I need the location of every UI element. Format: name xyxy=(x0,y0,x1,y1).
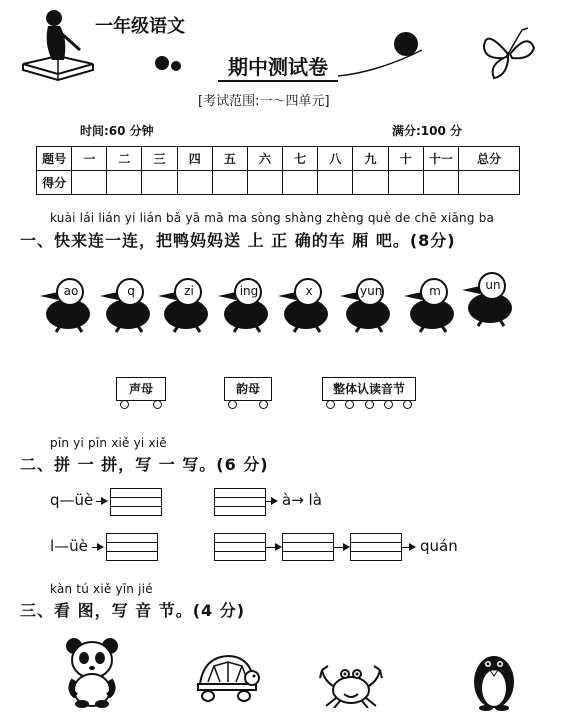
cart-label: 声母 xyxy=(116,377,166,401)
cart-label: 整体认读音节 xyxy=(322,377,416,401)
duck-icon xyxy=(34,274,94,334)
cart-vowel[interactable] xyxy=(224,377,272,409)
table-header-cell: 总分 xyxy=(459,147,520,171)
butterfly-icon xyxy=(478,24,538,84)
score-cell[interactable] xyxy=(388,171,423,195)
duck-label: yun xyxy=(360,284,383,298)
pinyin-writing-box[interactable] xyxy=(350,533,402,561)
q3-title: 三、看 图，写 音 节。(4 分) xyxy=(20,601,246,620)
duck-zi[interactable] xyxy=(152,274,212,334)
q2-row2-left: l—üè xyxy=(50,537,88,555)
table-header-cell: 十 xyxy=(388,147,423,171)
score-cell[interactable] xyxy=(177,171,212,195)
score-label-cell: 得分 xyxy=(37,171,72,195)
wheel-icon xyxy=(345,400,354,409)
wheel-icon xyxy=(259,400,268,409)
line-connector xyxy=(334,547,348,548)
q1-pinyin: kuài lái lián yi lián bǎ yā mā ma sòng shàng zhèng què de chē xiāng ba xyxy=(50,211,495,225)
table-header-cell: 九 xyxy=(353,147,388,171)
wheel-icon xyxy=(403,400,412,409)
wheel-icon xyxy=(228,400,237,409)
duck-icon xyxy=(212,274,272,334)
wheel-icon xyxy=(120,400,129,409)
exam-time: 时间:60 分钟 xyxy=(80,124,154,138)
score-cell[interactable] xyxy=(353,171,388,195)
pinyin-writing-box[interactable] xyxy=(214,488,266,516)
q2-title: 二、拼 一 拼，写 一 写。(6 分) xyxy=(20,455,269,474)
duck-x[interactable] xyxy=(272,274,332,334)
decorative-dots-icon xyxy=(150,50,190,76)
pinyin-writing-box[interactable] xyxy=(106,533,158,561)
table-header-cell: 二 xyxy=(107,147,142,171)
table-row xyxy=(37,171,520,195)
decorative-ball-icon xyxy=(338,28,428,80)
pinyin-writing-box[interactable] xyxy=(214,533,266,561)
wheel-icon xyxy=(153,400,162,409)
cart-label: 韵母 xyxy=(224,377,272,401)
duck-icon xyxy=(272,274,332,334)
table-header-cell: 六 xyxy=(247,147,282,171)
score-cell[interactable] xyxy=(212,171,247,195)
score-cell[interactable] xyxy=(107,171,142,195)
arrow-icon xyxy=(402,547,414,548)
duck-ao[interactable] xyxy=(34,274,94,334)
score-cell[interactable] xyxy=(459,171,520,195)
duck-label: ao xyxy=(63,284,79,298)
q2-row1-right: à→ là xyxy=(282,491,322,509)
duck-yun[interactable] xyxy=(334,274,394,334)
panda-icon xyxy=(64,636,120,708)
pinyin-writing-box[interactable] xyxy=(282,533,334,561)
wheel-icon xyxy=(384,400,393,409)
score-cell[interactable] xyxy=(247,171,282,195)
table-header-cell: 十一 xyxy=(423,147,458,171)
duck-icon xyxy=(152,274,212,334)
penguin-icon xyxy=(470,648,518,712)
arrow-icon xyxy=(96,501,106,502)
q2-pinyin: pīn yi pīn xiě yi xiě xyxy=(50,436,167,450)
crab-icon xyxy=(318,660,384,708)
score-cell[interactable] xyxy=(72,171,107,195)
q2-row1-left: q—üè xyxy=(50,491,94,509)
cart-consonant[interactable] xyxy=(116,377,166,409)
table-header-cell: 一 xyxy=(72,147,107,171)
grade-subject: 一年级语文 xyxy=(95,16,185,37)
table-row xyxy=(37,147,520,171)
writing-girl-icon xyxy=(18,4,98,82)
table-header-cell: 四 xyxy=(177,147,212,171)
wheel-icon xyxy=(365,400,374,409)
score-cell[interactable] xyxy=(423,171,458,195)
full-score: 满分:100 分 xyxy=(392,124,463,138)
duck-label: ing xyxy=(239,284,259,298)
table-header-cell: 题号 xyxy=(37,147,72,171)
table-header-cell: 三 xyxy=(142,147,177,171)
arrow-icon xyxy=(92,547,102,548)
table-header-cell: 八 xyxy=(318,147,353,171)
duck-label: q xyxy=(127,284,135,298)
score-cell[interactable] xyxy=(283,171,318,195)
duck-icon xyxy=(456,268,516,328)
duck-label: zi xyxy=(184,284,194,298)
duck-label: un xyxy=(485,278,501,292)
exam-scope: [考试范围:一～四单元] xyxy=(198,94,330,109)
table-header-cell: 五 xyxy=(212,147,247,171)
arrow-icon xyxy=(266,501,276,502)
q3-pinyin: kàn tú xiě yīn jié xyxy=(50,582,153,596)
table-header-cell: 七 xyxy=(283,147,318,171)
duck-ing[interactable] xyxy=(212,274,272,334)
duck-icon xyxy=(398,274,458,334)
line-connector xyxy=(266,547,280,548)
duck-label: m xyxy=(429,284,441,298)
page-title: 期中测试卷 xyxy=(218,54,338,82)
score-cell[interactable] xyxy=(142,171,177,195)
score-cell[interactable] xyxy=(318,171,353,195)
wheel-icon xyxy=(326,400,335,409)
turtle-icon xyxy=(194,648,262,704)
q2-row2-right: quán xyxy=(420,537,458,555)
cart-whole-syllable[interactable] xyxy=(322,377,416,409)
score-table xyxy=(36,146,520,195)
pinyin-writing-box[interactable] xyxy=(110,488,162,516)
duck-icon xyxy=(334,274,394,334)
duck-icon xyxy=(94,274,154,334)
duck-un[interactable] xyxy=(456,268,516,328)
q1-title: 一、快来连一连，把鸭妈妈送 上 正 确的车 厢 吧。(8分) xyxy=(20,231,456,250)
duck-m[interactable] xyxy=(398,274,458,334)
duck-label: x xyxy=(305,284,313,298)
duck-q[interactable] xyxy=(94,274,154,334)
